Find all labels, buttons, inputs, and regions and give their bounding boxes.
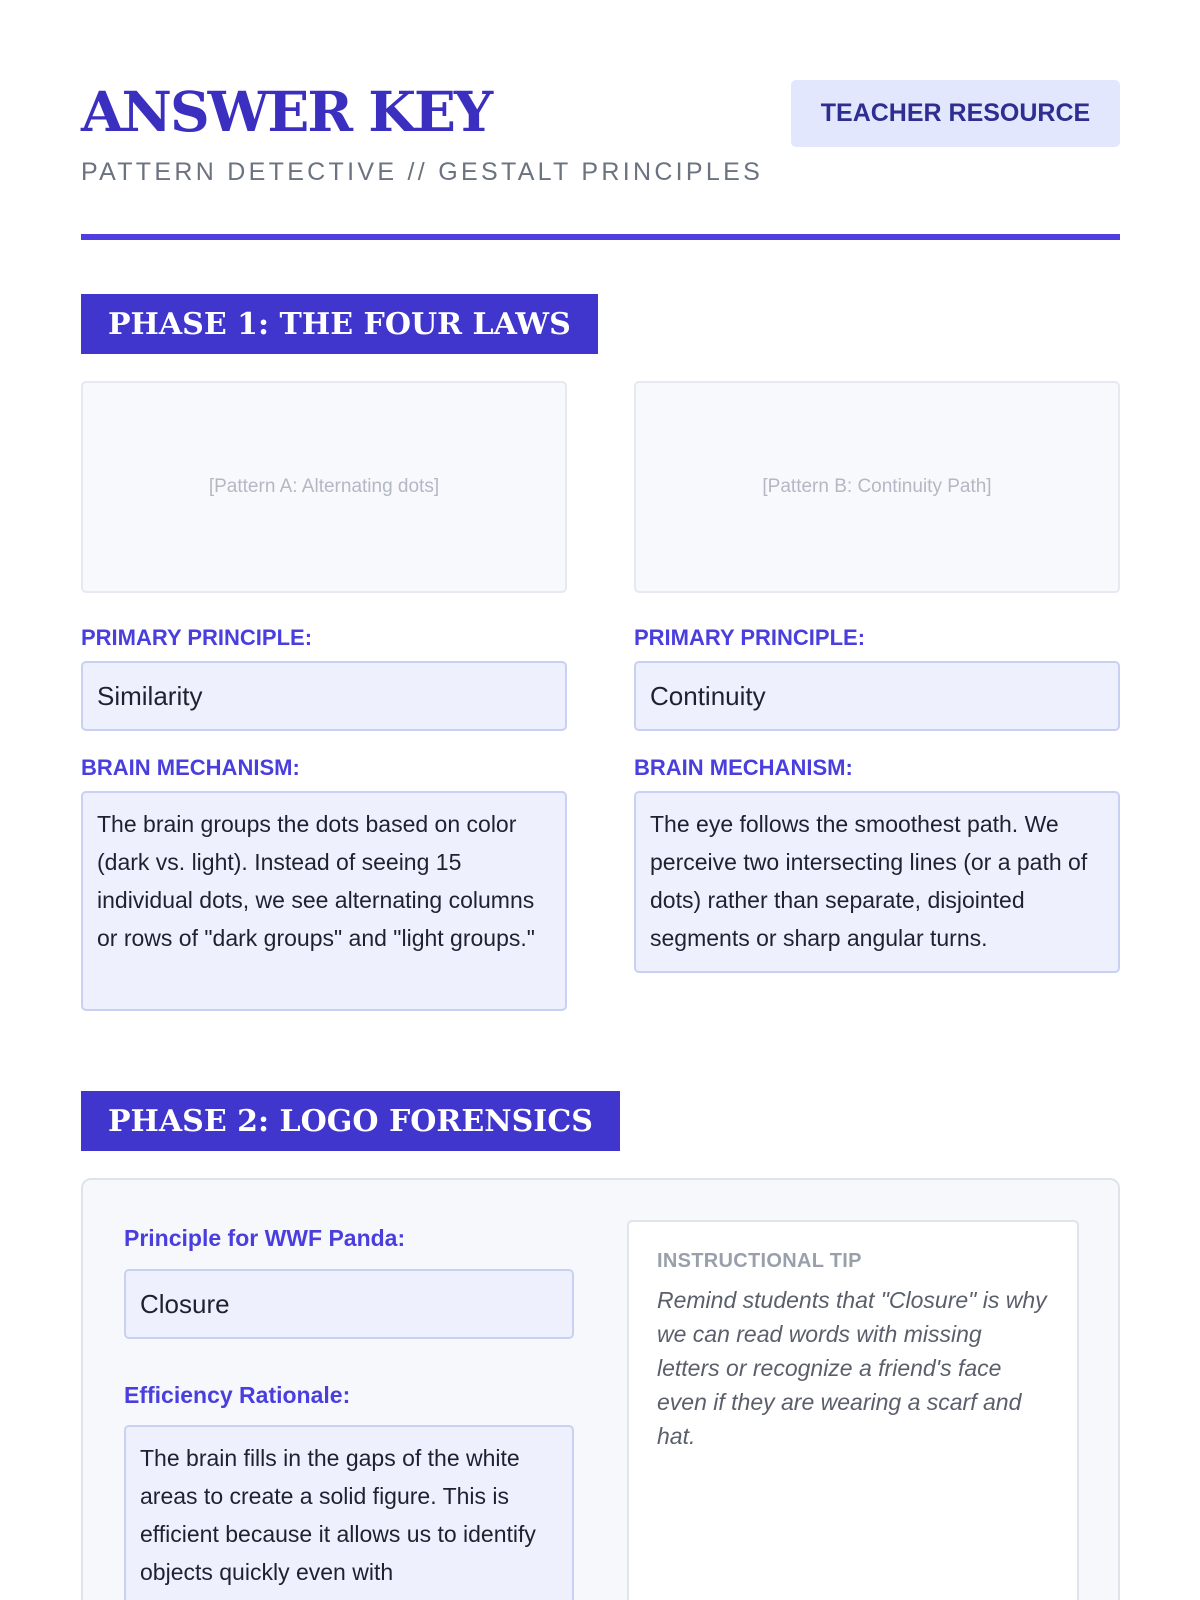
panda-principle-field[interactable]: Closure	[124, 1269, 574, 1339]
header-divider	[81, 234, 1120, 240]
page-subtitle: PATTERN DETECTIVE // GESTALT PRINCIPLES	[81, 158, 764, 186]
pattern-b-image-placeholder: [Pattern B: Continuity Path]	[634, 381, 1120, 593]
pattern-a-principle-label: PRIMARY PRINCIPLE:	[81, 625, 313, 650]
pattern-a-principle-field[interactable]: Similarity	[81, 661, 567, 731]
phase-2-heading: PHASE 2: LOGO FORENSICS	[81, 1091, 620, 1151]
efficiency-rationale-label: Efficiency Rationale:	[124, 1382, 351, 1408]
pattern-a-mechanism-label: BRAIN MECHANISM:	[81, 755, 300, 780]
pattern-b-principle-field[interactable]: Continuity	[634, 661, 1120, 731]
page-header	[81, 80, 1120, 240]
teacher-resource-badge: TEACHER RESOURCE	[791, 80, 1120, 147]
pattern-b-principle-label: PRIMARY PRINCIPLE:	[634, 625, 866, 650]
pattern-a-image-placeholder: [Pattern A: Alternating dots]	[81, 381, 567, 593]
pattern-b-mechanism-field[interactable]: The eye follows the smoothest path. We perceive two intersecting lines (or a path of dots) rather than separate, disjointed segments or sharp angular turns.	[634, 791, 1120, 973]
pattern-a-mechanism-field[interactable]: The brain groups the dots based on color (dark vs. light). Instead of seeing 15 individual dots, we see alternating columns or rows of "dark groups" and "light groups."	[81, 791, 567, 1011]
instructional-tip-text: Remind students that "Closure" is why we can read words with missing letters or recognize a friend's face even if they are wearing a scarf and hat.	[657, 1287, 1047, 1449]
panda-principle-label: Principle for WWF Panda:	[124, 1225, 406, 1251]
instructional-tip-box	[627, 1220, 1079, 1600]
pattern-b-mechanism-label: BRAIN MECHANISM:	[634, 755, 853, 780]
instructional-tip-label: INSTRUCTIONAL TIP	[657, 1250, 862, 1272]
efficiency-rationale-field[interactable]: The brain fills in the gaps of the white areas to create a solid figure. This is efficient because it allows us to identify objects quickly even with	[124, 1425, 574, 1600]
phase-1-heading: PHASE 1: THE FOUR LAWS	[81, 294, 598, 354]
page-title: ANSWER KEY	[81, 79, 492, 144]
